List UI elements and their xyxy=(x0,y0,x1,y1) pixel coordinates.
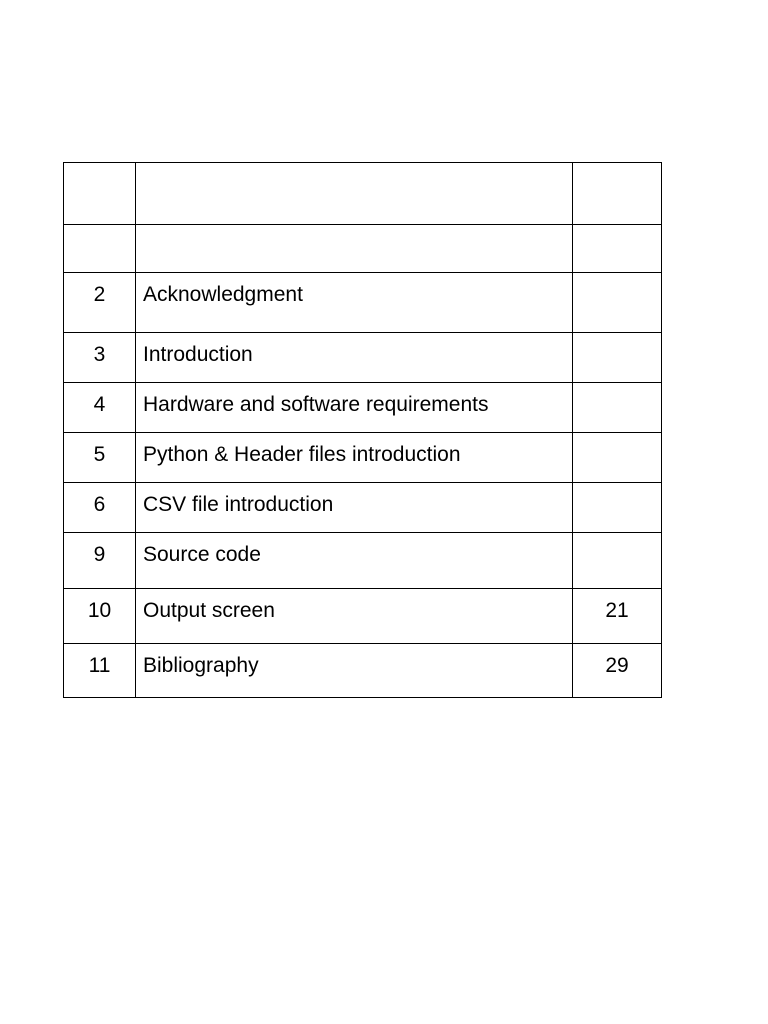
row-number-cell xyxy=(64,163,136,225)
row-number-cell: 10 xyxy=(64,589,136,644)
row-number-cell: 9 xyxy=(64,533,136,589)
table-of-contents xyxy=(63,162,662,698)
row-title-cell: Acknowledgment xyxy=(136,273,573,333)
table-row xyxy=(64,163,662,225)
row-number-cell: 3 xyxy=(64,333,136,383)
row-page-cell xyxy=(573,163,662,225)
row-page-cell xyxy=(573,225,662,273)
row-title-cell: Output screen xyxy=(136,589,573,644)
row-title-cell: Bibliography xyxy=(136,644,573,698)
table-row xyxy=(64,433,662,483)
row-page-cell xyxy=(573,333,662,383)
row-title-cell: Introduction xyxy=(136,333,573,383)
row-page-cell xyxy=(573,483,662,533)
table-row xyxy=(64,383,662,433)
row-title-cell: Source code xyxy=(136,533,573,589)
row-number-cell: 4 xyxy=(64,383,136,433)
table-row xyxy=(64,589,662,644)
table-row xyxy=(64,225,662,273)
row-title-cell xyxy=(136,163,573,225)
table-row xyxy=(64,533,662,589)
row-page-cell xyxy=(573,533,662,589)
row-page-cell: 21 xyxy=(573,589,662,644)
row-title-cell xyxy=(136,225,573,273)
table-row xyxy=(64,333,662,383)
row-number-cell: 2 xyxy=(64,273,136,333)
row-title-cell: Python & Header files introduction xyxy=(136,433,573,483)
row-number-cell: 5 xyxy=(64,433,136,483)
row-number-cell: 6 xyxy=(64,483,136,533)
row-title-cell: CSV file introduction xyxy=(136,483,573,533)
row-page-cell xyxy=(573,383,662,433)
row-page-cell: 29 xyxy=(573,644,662,698)
row-title-cell: Hardware and software requirements xyxy=(136,383,573,433)
table-row xyxy=(64,273,662,333)
row-number-cell xyxy=(64,225,136,273)
row-page-cell xyxy=(573,273,662,333)
row-number-cell: 11 xyxy=(64,644,136,698)
table-row xyxy=(64,644,662,698)
table-row xyxy=(64,483,662,533)
row-page-cell xyxy=(573,433,662,483)
